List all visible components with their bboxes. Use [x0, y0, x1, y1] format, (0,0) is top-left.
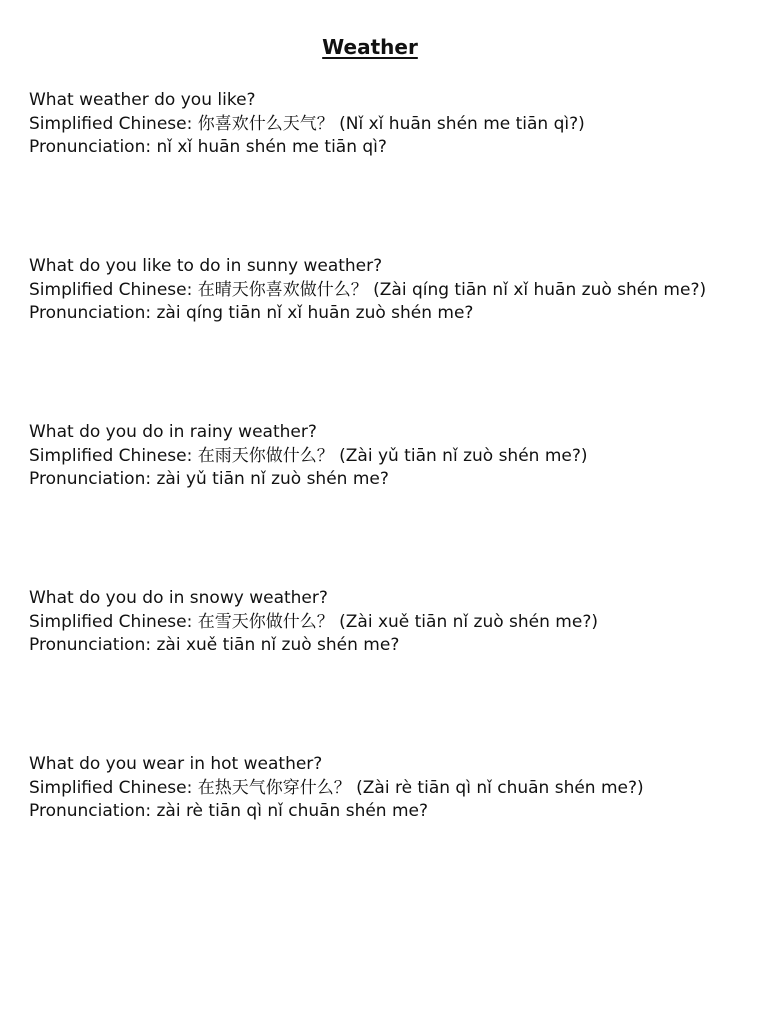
pronunciation-text: Pronunciation: zài qíng tiān nǐ xǐ huān zuò shén me? [29, 303, 474, 323]
pronunciation-text: Pronunciation: zài rè tiān qì nǐ chuān shén me? [29, 801, 429, 821]
qa-block [29, 255, 749, 326]
chinese-translation: Simplified Chinese: 在雪天你做什么？ (Zài xuě tiān nǐ zuò shén me?) [29, 611, 598, 632]
question-text: What weather do you like? [29, 90, 256, 110]
qa-block [29, 421, 749, 492]
pronunciation-text: Pronunciation: zài yǔ tiān nǐ zuò shén me? [29, 469, 389, 489]
qa-block [29, 753, 749, 824]
question-text: What do you like to do in sunny weather? [29, 256, 383, 276]
qa-block [29, 587, 749, 658]
pronunciation-text: Pronunciation: nǐ xǐ huān shén me tiān qì? [29, 137, 387, 157]
page-title: Weather [322, 35, 418, 59]
pronunciation-text: Pronunciation: zài xuě tiān nǐ zuò shén me? [29, 635, 400, 655]
chinese-translation: Simplified Chinese: 你喜欢什么天气？ (Nǐ xǐ huān shén me tiān qì?) [29, 113, 585, 134]
question-text: What do you do in snowy weather? [29, 588, 328, 608]
chinese-translation: Simplified Chinese: 在晴天你喜欢做什么？ (Zài qíng tiān nǐ xǐ huān zuò shén me?) [29, 279, 707, 300]
question-text: What do you wear in hot weather? [29, 754, 323, 774]
chinese-translation: Simplified Chinese: 在雨天你做什么？ (Zài yǔ tiān nǐ zuò shén me?) [29, 445, 588, 466]
qa-block [29, 89, 749, 160]
chinese-translation: Simplified Chinese: 在热天气你穿什么？ (Zài rè tiān qì nǐ chuān shén me?) [29, 777, 644, 798]
question-text: What do you do in rainy weather? [29, 422, 317, 442]
